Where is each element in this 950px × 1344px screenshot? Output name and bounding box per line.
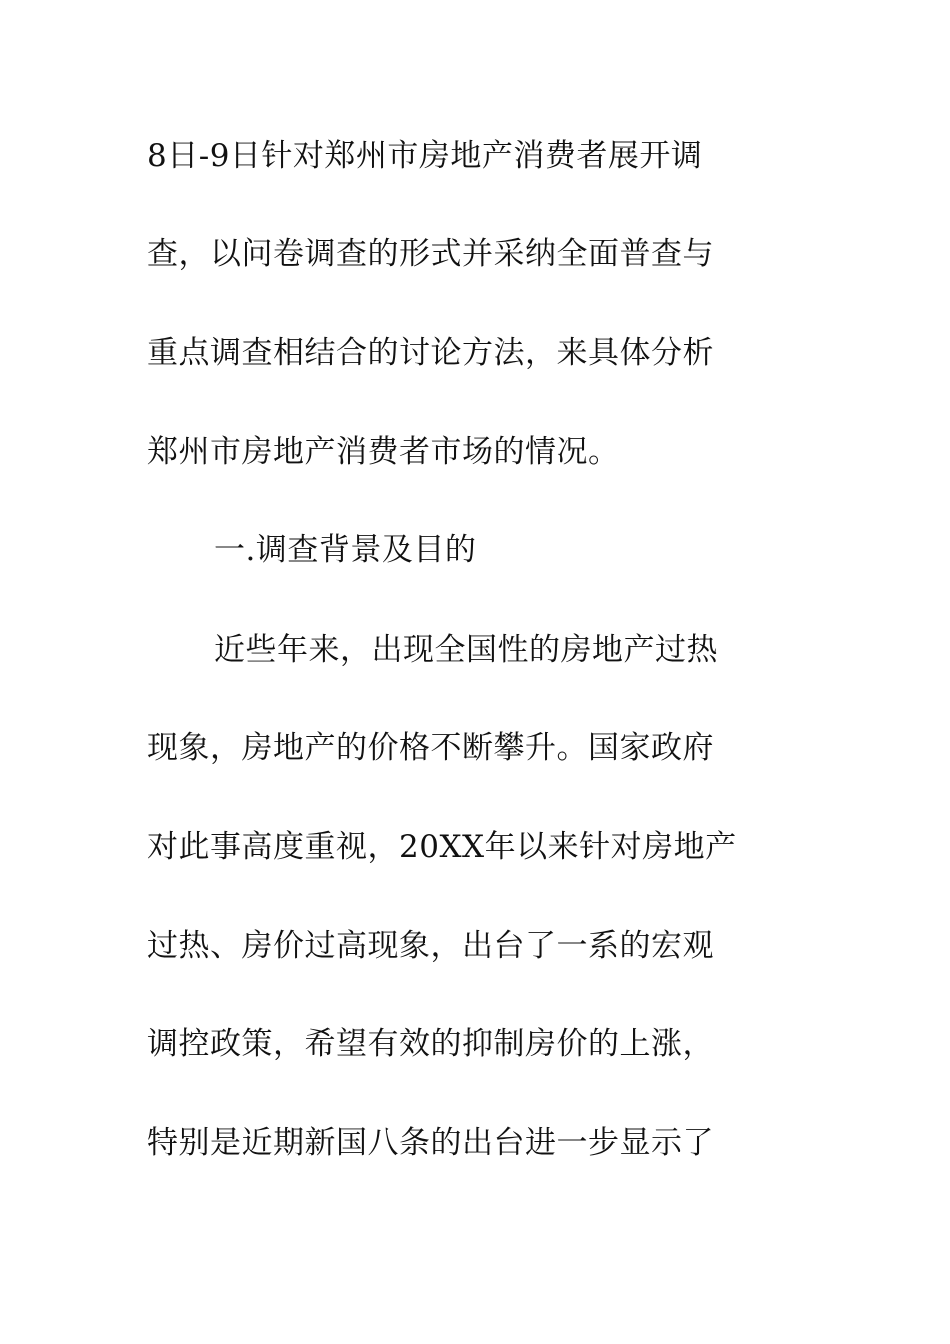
paragraph-line-5: 近些年来，出现全国性的房地产过热: [214, 632, 718, 668]
paragraph-line-9: 调控政策，希望有效的抑制房价的上涨，: [147, 1026, 714, 1062]
paragraph-line-6: 现象，房地产的价格不断攀升。国家政府: [147, 730, 714, 766]
paragraph-line-1: 8日-9日针对郑州市房地产消费者展开调: [147, 138, 703, 174]
paragraph-line-4: 郑州市房地产消费者市场的情况。: [147, 434, 620, 470]
paragraph-line-3: 重点调查相结合的讨论方法，来具体分析: [147, 335, 714, 371]
section-heading: 一.调查背景及目的: [214, 532, 477, 568]
paragraph-line-10: 特别是近期新国八条的出台进一步显示了: [147, 1125, 714, 1161]
paragraph-line-8: 过热、房价过高现象，出台了一系的宏观: [147, 928, 714, 964]
paragraph-line-7: 对此事高度重视，20XX年以来针对房地产: [147, 829, 737, 865]
paragraph-line-2: 查，以问卷调查的形式并采纳全面普查与: [147, 236, 714, 272]
